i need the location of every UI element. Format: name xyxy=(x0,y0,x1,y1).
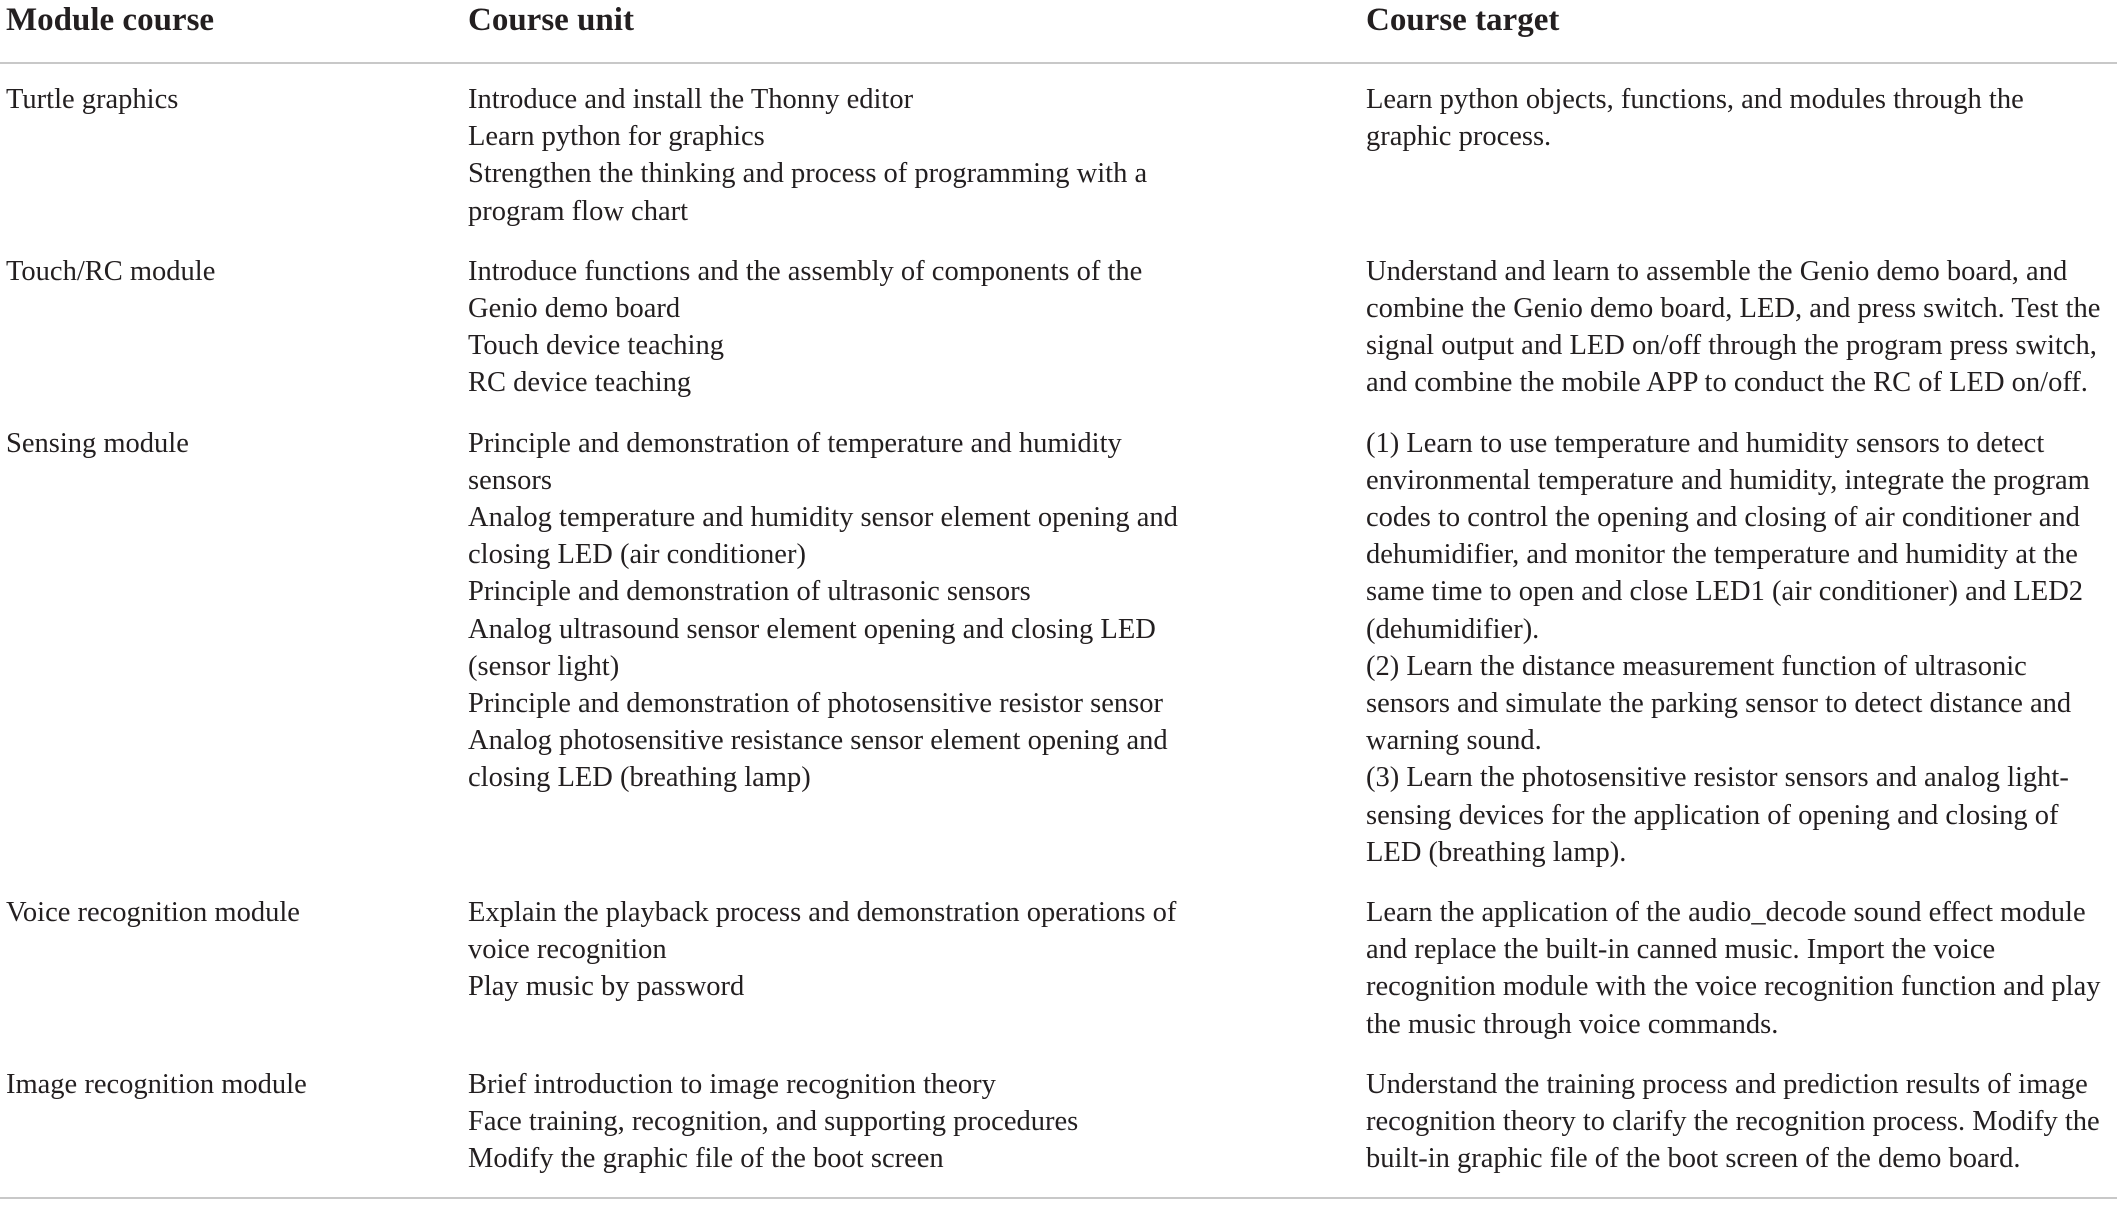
unit-item: Learn python for graphics xyxy=(468,121,765,153)
unit-item: Brief introduction to image recognition theory xyxy=(468,1068,996,1100)
cell-targets xyxy=(1360,411,2117,880)
target-item: (1) Learn to use temperature and humidity sensors to detect environmental temperature and humidity, integrate the program codes to control the opening and closing of air conditioner and dehumidifier, and monitor the temperature and humidity at the same time to open and close LED1 (air conditioner) and LED2 (dehumidifier). xyxy=(1366,427,2090,645)
target-item: Understand the training process and prediction results of image recognition theory to clarify the recognition process. Modify the built-in graphic file of the boot screen of the demo board. xyxy=(1366,1068,2100,1175)
header-row xyxy=(0,0,2117,63)
table-row xyxy=(0,239,2117,411)
cell-targets xyxy=(1360,63,2117,239)
target-item: Understand and learn to assemble the Genio demo board, and combine the Genio demo board, LED, and press switch. Test the signal output and LED on/off through the program press switch, and combine the mobile APP to conduct the RC of LED on/off. xyxy=(1366,255,2101,399)
unit-item: Introduce and install the Thonny editor xyxy=(468,84,914,115)
unit-item: Play music by password xyxy=(468,971,745,1003)
cell-units xyxy=(462,1052,1360,1199)
target-item: (3) Learn the photosensitive resistor sensors and analog light-sensing devices for the application of opening and closing of LED (breathing lamp). xyxy=(1366,762,2069,868)
table-row xyxy=(0,880,2117,1052)
unit-item: Analog ultrasound sensor element opening and closing LED (sensor light) xyxy=(468,613,1156,682)
cell-units xyxy=(462,63,1360,239)
cell-targets xyxy=(1360,1052,2117,1199)
unit-item: Touch device teaching xyxy=(468,330,724,362)
cell-targets xyxy=(1360,880,2117,1052)
table-row xyxy=(0,63,2117,239)
unit-item: RC device teaching xyxy=(468,367,692,399)
unit-item: Modify the graphic file of the boot screen xyxy=(468,1143,944,1175)
cell-units xyxy=(462,411,1360,880)
unit-item: Analog temperature and humidity sensor element opening and closing LED (air conditioner) xyxy=(468,502,1178,571)
cell-module: Image recognition module xyxy=(0,1052,462,1199)
header-course-target: Course target xyxy=(1360,0,2117,63)
header-course-unit: Course unit xyxy=(462,0,1360,63)
table-row xyxy=(0,1052,2117,1199)
unit-item: Principle and demonstration of ultrasonic sensors xyxy=(468,576,1031,608)
table-body xyxy=(0,63,2117,1198)
cell-module: Sensing module xyxy=(6,427,189,459)
cell-targets xyxy=(1360,239,2117,411)
target-item: (2) Learn the distance measurement function of ultrasonic sensors and simulate the parking sensor to detect distance and warning sound. xyxy=(1366,650,2072,757)
cell-units xyxy=(462,880,1360,1052)
unit-item: Principle and demonstration of photosensitive resistor sensor xyxy=(468,688,1163,720)
target-item: Learn python objects, functions, and modules through the graphic process. xyxy=(1366,84,2024,153)
unit-item: Strengthen the thinking and process of programming with a program flow chart xyxy=(468,158,1148,227)
unit-item: Introduce functions and the assembly of components of the Genio demo board xyxy=(468,255,1143,325)
cell-module: Voice recognition module xyxy=(6,897,300,929)
table-header xyxy=(0,0,2117,63)
cell-module: Turtle graphics xyxy=(6,84,179,115)
unit-item: Face training, recognition, and supporting procedures xyxy=(468,1106,1079,1138)
unit-item: Analog photosensitive resistance sensor element opening and closing LED (breathing lamp) xyxy=(468,725,1168,794)
table-row xyxy=(0,411,2117,880)
target-item: Learn the application of the audio_decode sound effect module and replace the built-in canned music. Import the voice recognition module with the voice recognition function and play the music through voice commands. xyxy=(1366,897,2101,1040)
unit-item: Principle and demonstration of temperature and humidity sensors xyxy=(468,427,1122,496)
cell-module: Touch/RC module xyxy=(6,255,216,287)
header-module-course: Module course xyxy=(0,0,462,63)
cell-units xyxy=(462,239,1360,411)
unit-item: Explain the playback process and demonstration operations of voice recognition xyxy=(468,897,1177,966)
